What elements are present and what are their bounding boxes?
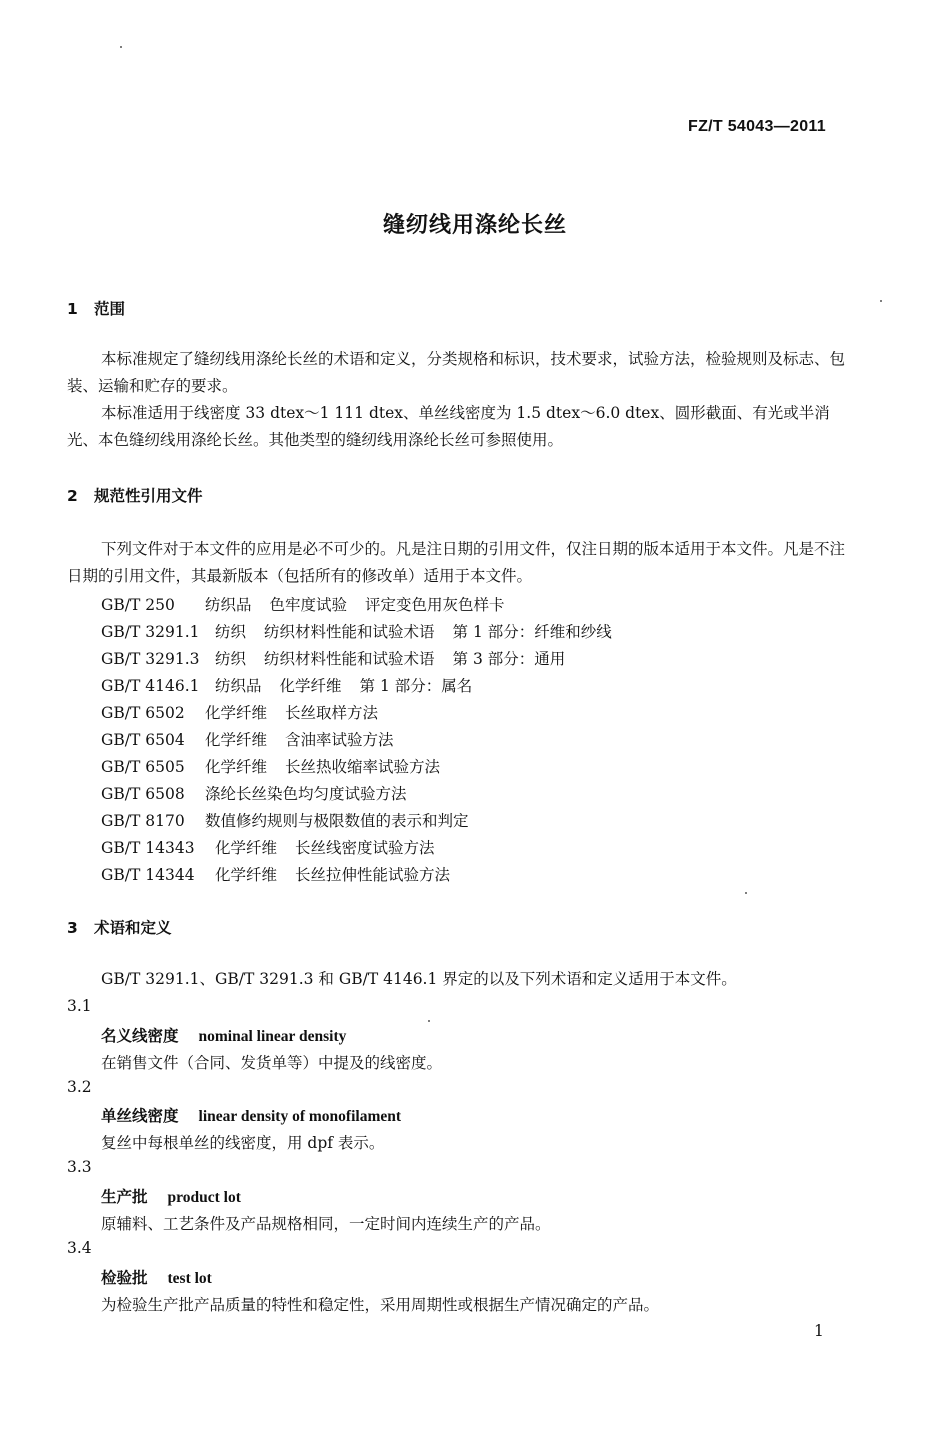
reference-title-part: 化学纤维 — [205, 731, 268, 749]
section-2-heading — [67, 484, 203, 506]
paragraph — [67, 346, 852, 400]
term-definition: 为检验生产批产品质量的特性和稳定性，采用周期性或根据生产情况确定的产品。 — [101, 1296, 660, 1314]
term-entry — [101, 1185, 241, 1207]
paragraph — [67, 400, 852, 454]
term-zh: 生产批 — [101, 1188, 148, 1206]
scan-speck — [428, 1020, 430, 1022]
term-zh: 检验批 — [101, 1269, 148, 1287]
reference-item — [101, 755, 458, 777]
reference-title-part: 纺织品 — [205, 596, 252, 614]
reference-item — [101, 782, 425, 804]
page-number: 1 — [814, 1322, 824, 1340]
reference-item — [101, 701, 396, 723]
reference-title-part: 长丝热收缩率试验方法 — [285, 758, 441, 776]
reference-code: GB/T 14344 — [101, 866, 195, 884]
reference-title-part: 化学纤维 — [205, 758, 268, 776]
term-number: 3.2 — [67, 1078, 92, 1096]
reference-title-part: 第 3 部分：通用 — [452, 650, 566, 668]
reference-title-part: 色牢度试验 — [269, 596, 348, 614]
reference-code: GB/T 6508 — [101, 785, 185, 803]
term-number: 3.3 — [67, 1158, 92, 1176]
term-definition: 原辅料、工艺条件及产品规格相同，一定时间内连续生产的产品。 — [101, 1215, 551, 1233]
paragraph-text: 本标准适用于线密度 33 dtex～1 111 dtex、单丝线密度为 1.5 dtex～6.0 dtex、圆形截面、有光或半消光、本色缝纫线用涤纶长丝。其他类型的缝纫线用涤纶长丝可参照使用。 — [67, 404, 830, 449]
paragraph-text: GB/T 3291.1、GB/T 3291.3 和 GB/T 4146.1 界定的以及下列术语和定义适用于本文件。 — [101, 970, 737, 988]
section-3-heading — [67, 916, 172, 938]
term-entry — [101, 1104, 401, 1126]
document-title: 缝纫线用涤纶长丝 — [382, 213, 567, 238]
reference-code: GB/T 4146.1 — [101, 677, 200, 695]
reference-code: GB/T 6504 — [101, 731, 185, 749]
term-zh: 名义线密度 — [101, 1027, 179, 1045]
term-entry — [101, 1266, 212, 1288]
term-number: 3.1 — [67, 997, 92, 1015]
section-title: 规范性引用文件 — [94, 487, 203, 505]
reference-code: GB/T 14343 — [101, 839, 195, 857]
section-number: 2 — [67, 487, 78, 505]
paragraph-text: 下列文件对于本文件的应用是必不可少的。凡是注日期的引用文件，仅注日期的版本适用于本文件。凡是不注日期的引用文件，其最新版本（包括所有的修改单）适用于本文件。 — [67, 540, 846, 585]
paragraph — [67, 966, 852, 993]
reference-title-part: 纺织材料性能和试验术语 — [264, 623, 435, 641]
reference-title-part: 含油率试验方法 — [285, 731, 394, 749]
term-number: 3.4 — [67, 1239, 92, 1257]
reference-title-part: 数值修约规则与极限数值的表示和判定 — [205, 812, 469, 830]
term-definition: 在销售文件（合同、发货单等）中提及的线密度。 — [101, 1054, 443, 1072]
reference-title-part: 第 1 部分：属名 — [359, 677, 473, 695]
section-title: 术语和定义 — [94, 919, 172, 937]
reference-title-part: 纺织 — [215, 650, 247, 668]
section-number: 3 — [67, 919, 78, 937]
scan-speck — [745, 892, 747, 894]
reference-title-part: 第 1 部分：纤维和纱线 — [452, 623, 612, 641]
reference-title-part: 涤纶长丝染色均匀度试验方法 — [205, 785, 407, 803]
paragraph — [67, 536, 852, 590]
term-en: test lot — [167, 1270, 212, 1287]
section-number: 1 — [67, 300, 78, 318]
reference-item — [101, 836, 453, 858]
reference-item — [101, 863, 468, 885]
reference-item — [101, 674, 490, 696]
reference-title-part: 长丝线密度试验方法 — [295, 839, 435, 857]
reference-title-part: 纺织品 — [215, 677, 262, 695]
reference-code: GB/T 6505 — [101, 758, 185, 776]
reference-code: GB/T 3291.1 — [101, 623, 200, 641]
reference-title-part: 长丝取样方法 — [285, 704, 379, 722]
standard-code: FZ/T 54043—2011 — [688, 118, 826, 135]
reference-title-part: 评定变色用灰色样卡 — [365, 596, 505, 614]
reference-title-part: 化学纤维 — [215, 839, 278, 857]
term-en: product lot — [167, 1189, 241, 1206]
term-zh: 单丝线密度 — [101, 1107, 179, 1125]
reference-item — [101, 728, 412, 750]
reference-title-part: 化学纤维 — [215, 866, 278, 884]
term-en: linear density of monofilament — [198, 1108, 402, 1125]
reference-item — [101, 809, 487, 831]
reference-code: GB/T 3291.3 — [101, 650, 200, 668]
reference-code: GB/T 6502 — [101, 704, 185, 722]
reference-code: GB/T 8170 — [101, 812, 185, 830]
scan-speck — [120, 46, 122, 48]
reference-item — [101, 620, 630, 642]
term-en: nominal linear density — [198, 1028, 347, 1045]
reference-title-part: 化学纤维 — [279, 677, 342, 695]
section-title: 范围 — [94, 300, 126, 318]
scan-speck — [880, 300, 882, 302]
term-entry — [101, 1024, 346, 1046]
reference-title-part: 长丝拉伸性能试验方法 — [295, 866, 451, 884]
reference-title-part: 纺织 — [215, 623, 247, 641]
reference-item — [101, 593, 523, 615]
section-1-heading — [67, 297, 125, 319]
term-definition: 复丝中每根单丝的线密度，用 dpf 表示。 — [101, 1134, 385, 1152]
reference-code: GB/T 250 — [101, 596, 175, 614]
reference-item — [101, 647, 583, 669]
paragraph-text: 本标准规定了缝纫线用涤纶长丝的术语和定义，分类规格和标识，技术要求，试验方法，检验规则及标志、包装、运输和贮存的要求。 — [67, 350, 846, 395]
reference-title-part: 化学纤维 — [205, 704, 268, 722]
reference-title-part: 纺织材料性能和试验术语 — [264, 650, 435, 668]
